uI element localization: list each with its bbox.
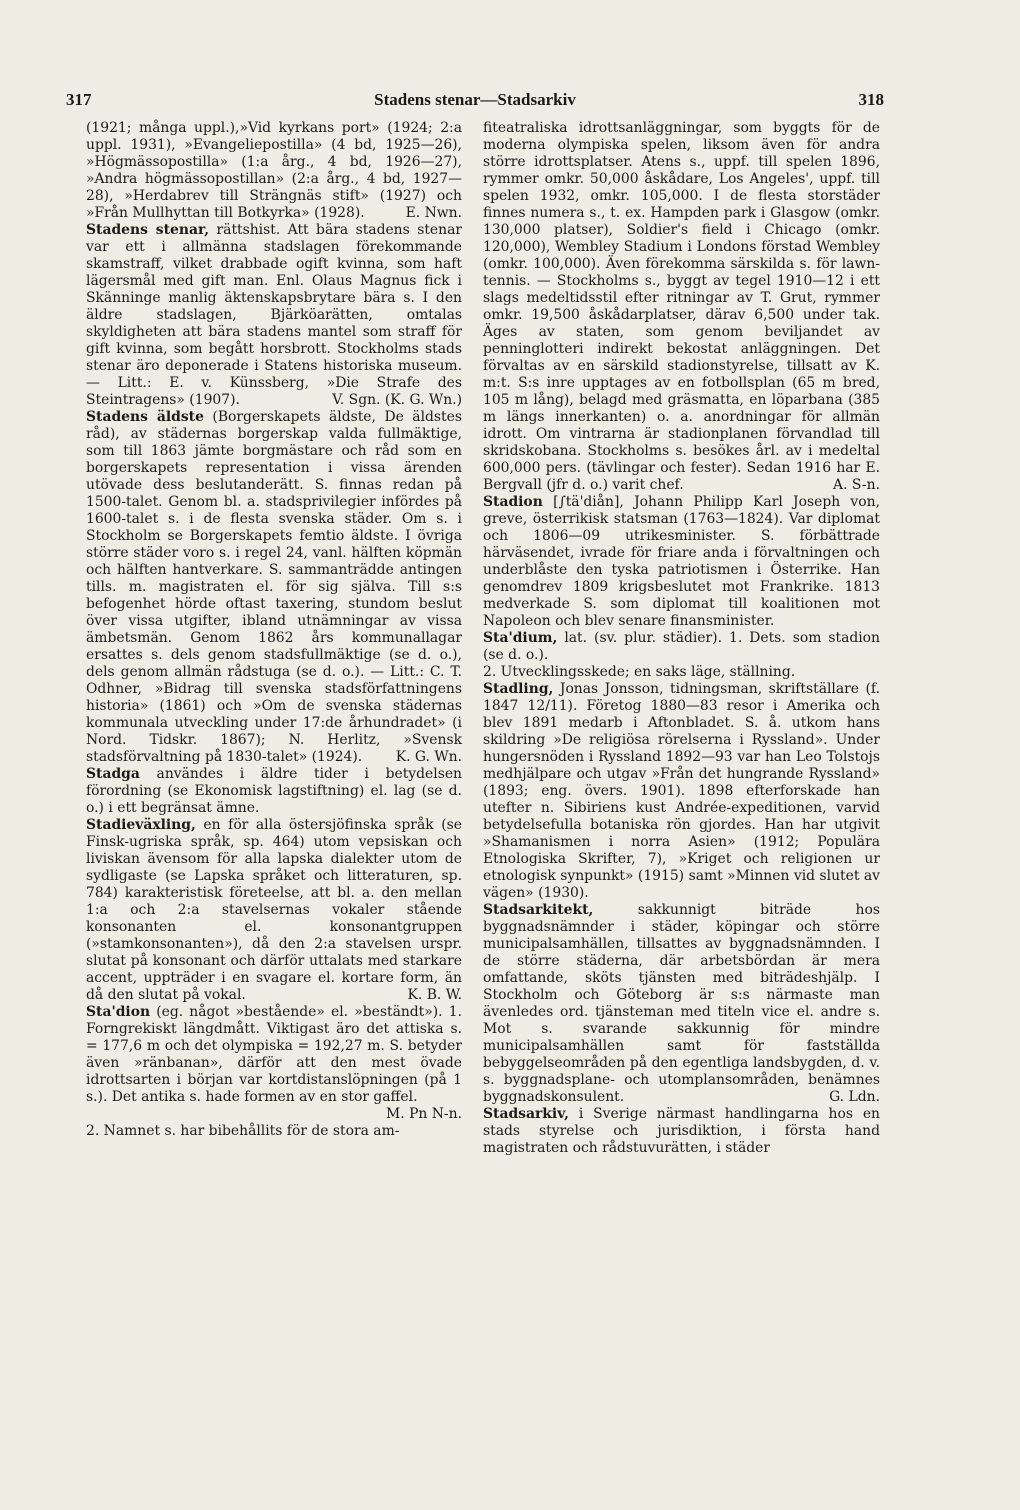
- entry-signature: V. Sgn. (K. G. Wn.): [332, 392, 462, 408]
- entry-text: (eg. något »bestående» el. »beständt»). 1. Forngrekiskt längdmått. Viktigast äro det attiska s. = 177,6 m och det olympiska = 192,27 m. S. betyder även »ränbanan», därför att den mest övade idrottsarten i början var kortdistanslöpningen (på 1 s.). Det antika s. hade formen av en stor gaffel.: [86, 1004, 462, 1105]
- entry-signature: M. Pn N-n.: [386, 1106, 462, 1122]
- dictionary-entry: [86, 817, 462, 1004]
- running-title: Stadens stenar—Stadsarkiv: [374, 90, 576, 109]
- entry-text: lat. (sv. plur. städier). 1. Dets. som stadion (se d. o.).: [483, 630, 880, 663]
- entry-signature: E. Nwn.: [405, 205, 462, 221]
- entry-text: i Sverige närmast handlingarna hos en stads styrelse och jurisdiktion, i första hand magistraten och rådstuvurätten, i städer: [483, 1106, 880, 1156]
- entry-headword: Stadsarkitekt,: [483, 902, 594, 918]
- entry-signature: K. B. W.: [407, 987, 462, 1003]
- entry-text: 2. Utvecklingsskede; en saks läge, ställning.: [483, 664, 796, 680]
- dictionary-entry: [86, 409, 462, 766]
- entry-headword: Stadling,: [483, 681, 554, 697]
- left-column: [86, 120, 462, 1140]
- dictionary-entry: [483, 1106, 880, 1157]
- entry-text: sakkunnigt biträde hos byggnadsnämnder i städer, köpingar och större municipalsamhällen, tillsattes av byggnadsnämnden. I de större städerna, där arbetsbördan är mera omfattande, sköts tjänsten med biträdeshjälp. I Stockholm och Göteborg är s:s närmaste man ävenledes ord. tjänsteman med titeln vice el. andre s. Mot s. svarande sakkunnig för mindre municipalsamhällen samt för fastställda bebyggelseområden på den egentliga landsbygden, d. v. s. byggnadsplane- och utomplansområden, benämnes byggnadskonsulent.: [483, 902, 880, 1105]
- entry-text: användes i äldre tider i betydelsen förordning (se Ekonomisk lagstiftning) el. lag (se d. o.) i ett begränsat ämne.: [86, 766, 462, 816]
- running-header: [66, 90, 884, 114]
- dictionary-entry: [86, 766, 462, 817]
- entry-text: rättshist. Att bära stadens stenar var ett i allmänna stadslagen förekommande skamstraff, vilket drabbade ogift kvinna, som haft lägersmål med gift man. Enl. Olaus Magnus fick i Skänninge manlig äktenskapsbrytare bära s. I den äldre stadslagen, Bjärköarätten, omtalas skyldigheten att bära stadens mantel som straff för gift kvinna, som begått horsbrott. Stockholms stads stenar äro deponerade i Statens historiska museum. — Litt.: E. v. Künssberg, »Die Strafe des Steintragens» (1907).: [86, 222, 462, 408]
- entry-headword: Stadion: [483, 494, 543, 510]
- entry-text: [∫tä'diån], Johann Philipp Karl Joseph von, greve, österrikisk statsman (1763—1824). Var diplomat och 1806—09 utrikesminister. S. förbättrade härväsendet, ivrade för friare anda i förvaltningen och underblåste den tyska patriotismen i Österrike. Han genomdrev 1809 krigsbeslutet mot Frankrike. 1813 medverkade S. som diplomat till koalitionen mot Napoleon och blev senare finansminister.: [483, 494, 880, 629]
- entry-signature: K. G. Wn.: [395, 749, 462, 765]
- dictionary-entry: [483, 681, 880, 902]
- entry-signature: G. Ldn.: [829, 1089, 880, 1105]
- dictionary-entry: [86, 222, 462, 409]
- entry-text: fiteatraliska idrottsanläggningar, som byggts för de moderna olympiska spelen, liksom även för andra större idrottsplatser. Atens s., uppf. till spelen 1896, rymmer omkr. 50,000 åskådare, Los Angeles', uppf. till spelen 1932, omkr. 105,000. I de flesta storstäder finnes numera s., t. ex. Hampden park i Glasgow (omkr. 130,000 platser), Soldier's field i Chicago (omkr. 120,000), Wembley Stadium i Londons förstad Wembley (omkr. 100,000). Även förekomma särskilda s. för lawn-tennis. — Stockholms s., byggt av tegel 1910—12 i ett slags medeltidsstil efter ritningar av T. Grut, rymmer omkr. 19,500 åskådarplatser, därav 6,500 under tak. Äges av staten, som genom beviljandet av penninglotteri indirekt bekostat anläggningen. Det förvaltas av en särskild stadionstyrelse, tillsatt av K. m:t. S:s inre upptages av en fotbollsplan (65 m bred, 105 m lång), belagd med gräsmatta, en löparbana (385 m längs innerkanten) o. a. anordningar för allmän idrott. Om vintrarna är stadionplanen förvandlad till skridskobana. Stockholms s. besökes årl. av i medeltal 600,000 pers. (tävlingar och fester). Sedan 1916 har E. Bergvall (jfr d. o.) varit chef.: [483, 120, 880, 493]
- entry-headword: Stadga: [86, 766, 140, 782]
- entry-headword: Sta'dium,: [483, 630, 558, 646]
- entry-text: (Borgerskapets äldste, De äldstes råd), av städernas borgerskap valda fullmäktige, som till 1863 jämte borgmästare och råd som en borgerskapets representation i vissa ärenden utövade dess beslutanderätt. S. finnas redan på 1500-talet. Genom bl. a. stadsprivilegier infördes på 1600-talet s. i de flesta svenska städer. Om s. i Stockholm se Borgerskapets femtio äldste. I övriga större städer voro s. i regel 24, vanl. hälften köpmän och hälften hantverkare. S. sammanträdde antingen tills. m. magistraten el. för sig själva. Till s:s befogenhet hörde oftast taxering, stundom beslut över vissa utgifter, ibland utnämningar av vissa ämbetsmän. Genom 1862 års kommunallagar ersattes s. dels genom stadsfullmäktige (se d. o.), dels genom allmän rådstuga (se d. o.). — Litt.: C. T. Odhner, »Bidrag till svenska stadsförfattningens historia» (1861) och »Om de svenska städernas kommunala utveckling under 17:de århundradet» (i Nord. Tidskr. 1867); N. Herlitz, »Svensk stadsförvaltning på 1830-talet» (1924).: [86, 409, 462, 765]
- entry-text: (1921; många uppl.),»Vid kyrkans port» (1924; 2:a uppl. 1931), »Evangeliepostilla» (4 bd, 1925—26), »Högmässopostilla» (1:a årg., 4 bd, 1926—27), »Andra högmässopostillan» (2:a årg., 4 bd, 1927—28), »Herdabrev till Strängnäs stift» (1927) och »Från Mullhyttan till Botkyrka» (1928).: [86, 120, 462, 221]
- page-number-right: 318: [858, 90, 884, 109]
- dictionary-entry: [483, 494, 880, 630]
- dictionary-entry: [483, 120, 880, 494]
- dictionary-entry: [86, 120, 462, 222]
- dictionary-entry: [86, 1123, 462, 1140]
- dictionary-entry: [483, 630, 880, 664]
- entry-headword: Sta'dion: [86, 1004, 151, 1020]
- entry-text: 2. Namnet s. har bibehållits för de stora am-: [86, 1123, 400, 1139]
- dictionary-entry: [483, 664, 880, 681]
- dictionary-entry: [483, 902, 880, 1106]
- dictionary-entry: [86, 1004, 462, 1123]
- entry-headword: Stadieväxling,: [86, 817, 196, 833]
- right-column: [483, 120, 880, 1157]
- entry-headword: Stadens äldste: [86, 409, 204, 425]
- entry-signature: A. S-n.: [833, 477, 880, 493]
- entry-text: en för alla östersjöfinska språk (se Finsk-ugriska språk, sp. 464) utom vepsiskan och liviskan ävensom för alla lapska dialekter utom de sydligaste (se Lapska språket och litteraturen, sp. 784) karakteristisk företeelse, att bl. a. den mellan 1:a och 2:a stavelsernas vokaler stående konsonanten el. konsonantgruppen (»stamkonsonanten»), då den 2:a stavelsen urspr. slutat på konsonant och därför uttalats med starkare accent, uppträder i en svagare el. kortare form, än då den slutat på vokal.: [86, 817, 462, 1003]
- entry-headword: Stadsarkiv,: [483, 1106, 569, 1122]
- entry-headword: Stadens stenar,: [86, 222, 210, 238]
- page-number-left: 317: [66, 90, 92, 109]
- entry-text: Jonas Jonsson, tidningsman, skriftställare (f. 1847 12/11). Företog 1880—83 resor i Amerika och blev 1891 medarb i Aftonbladet. S. å. utkom hans skildring »De religiösa rörelserna i Ryssland». Under hungersnöden i Ryssland 1892—93 var han Leo Tolstojs medhjälpare och utgav »Från det hungrande Ryssland» (1893; eng. övers. 1901). 1898 efterforskade han utefter n. Sibiriens kust Andrée-expeditionen, varvid betydelsefulla botaniska rön gjordes. Han har utgivit »Shamanismen i norra Asien» (1912; Populära Etnologiska Skrifter, 7), »Kriget och religionen ur etnologisk synpunkt» (1915) samt »Minnen vid slutet av vägen» (1930).: [483, 681, 880, 901]
